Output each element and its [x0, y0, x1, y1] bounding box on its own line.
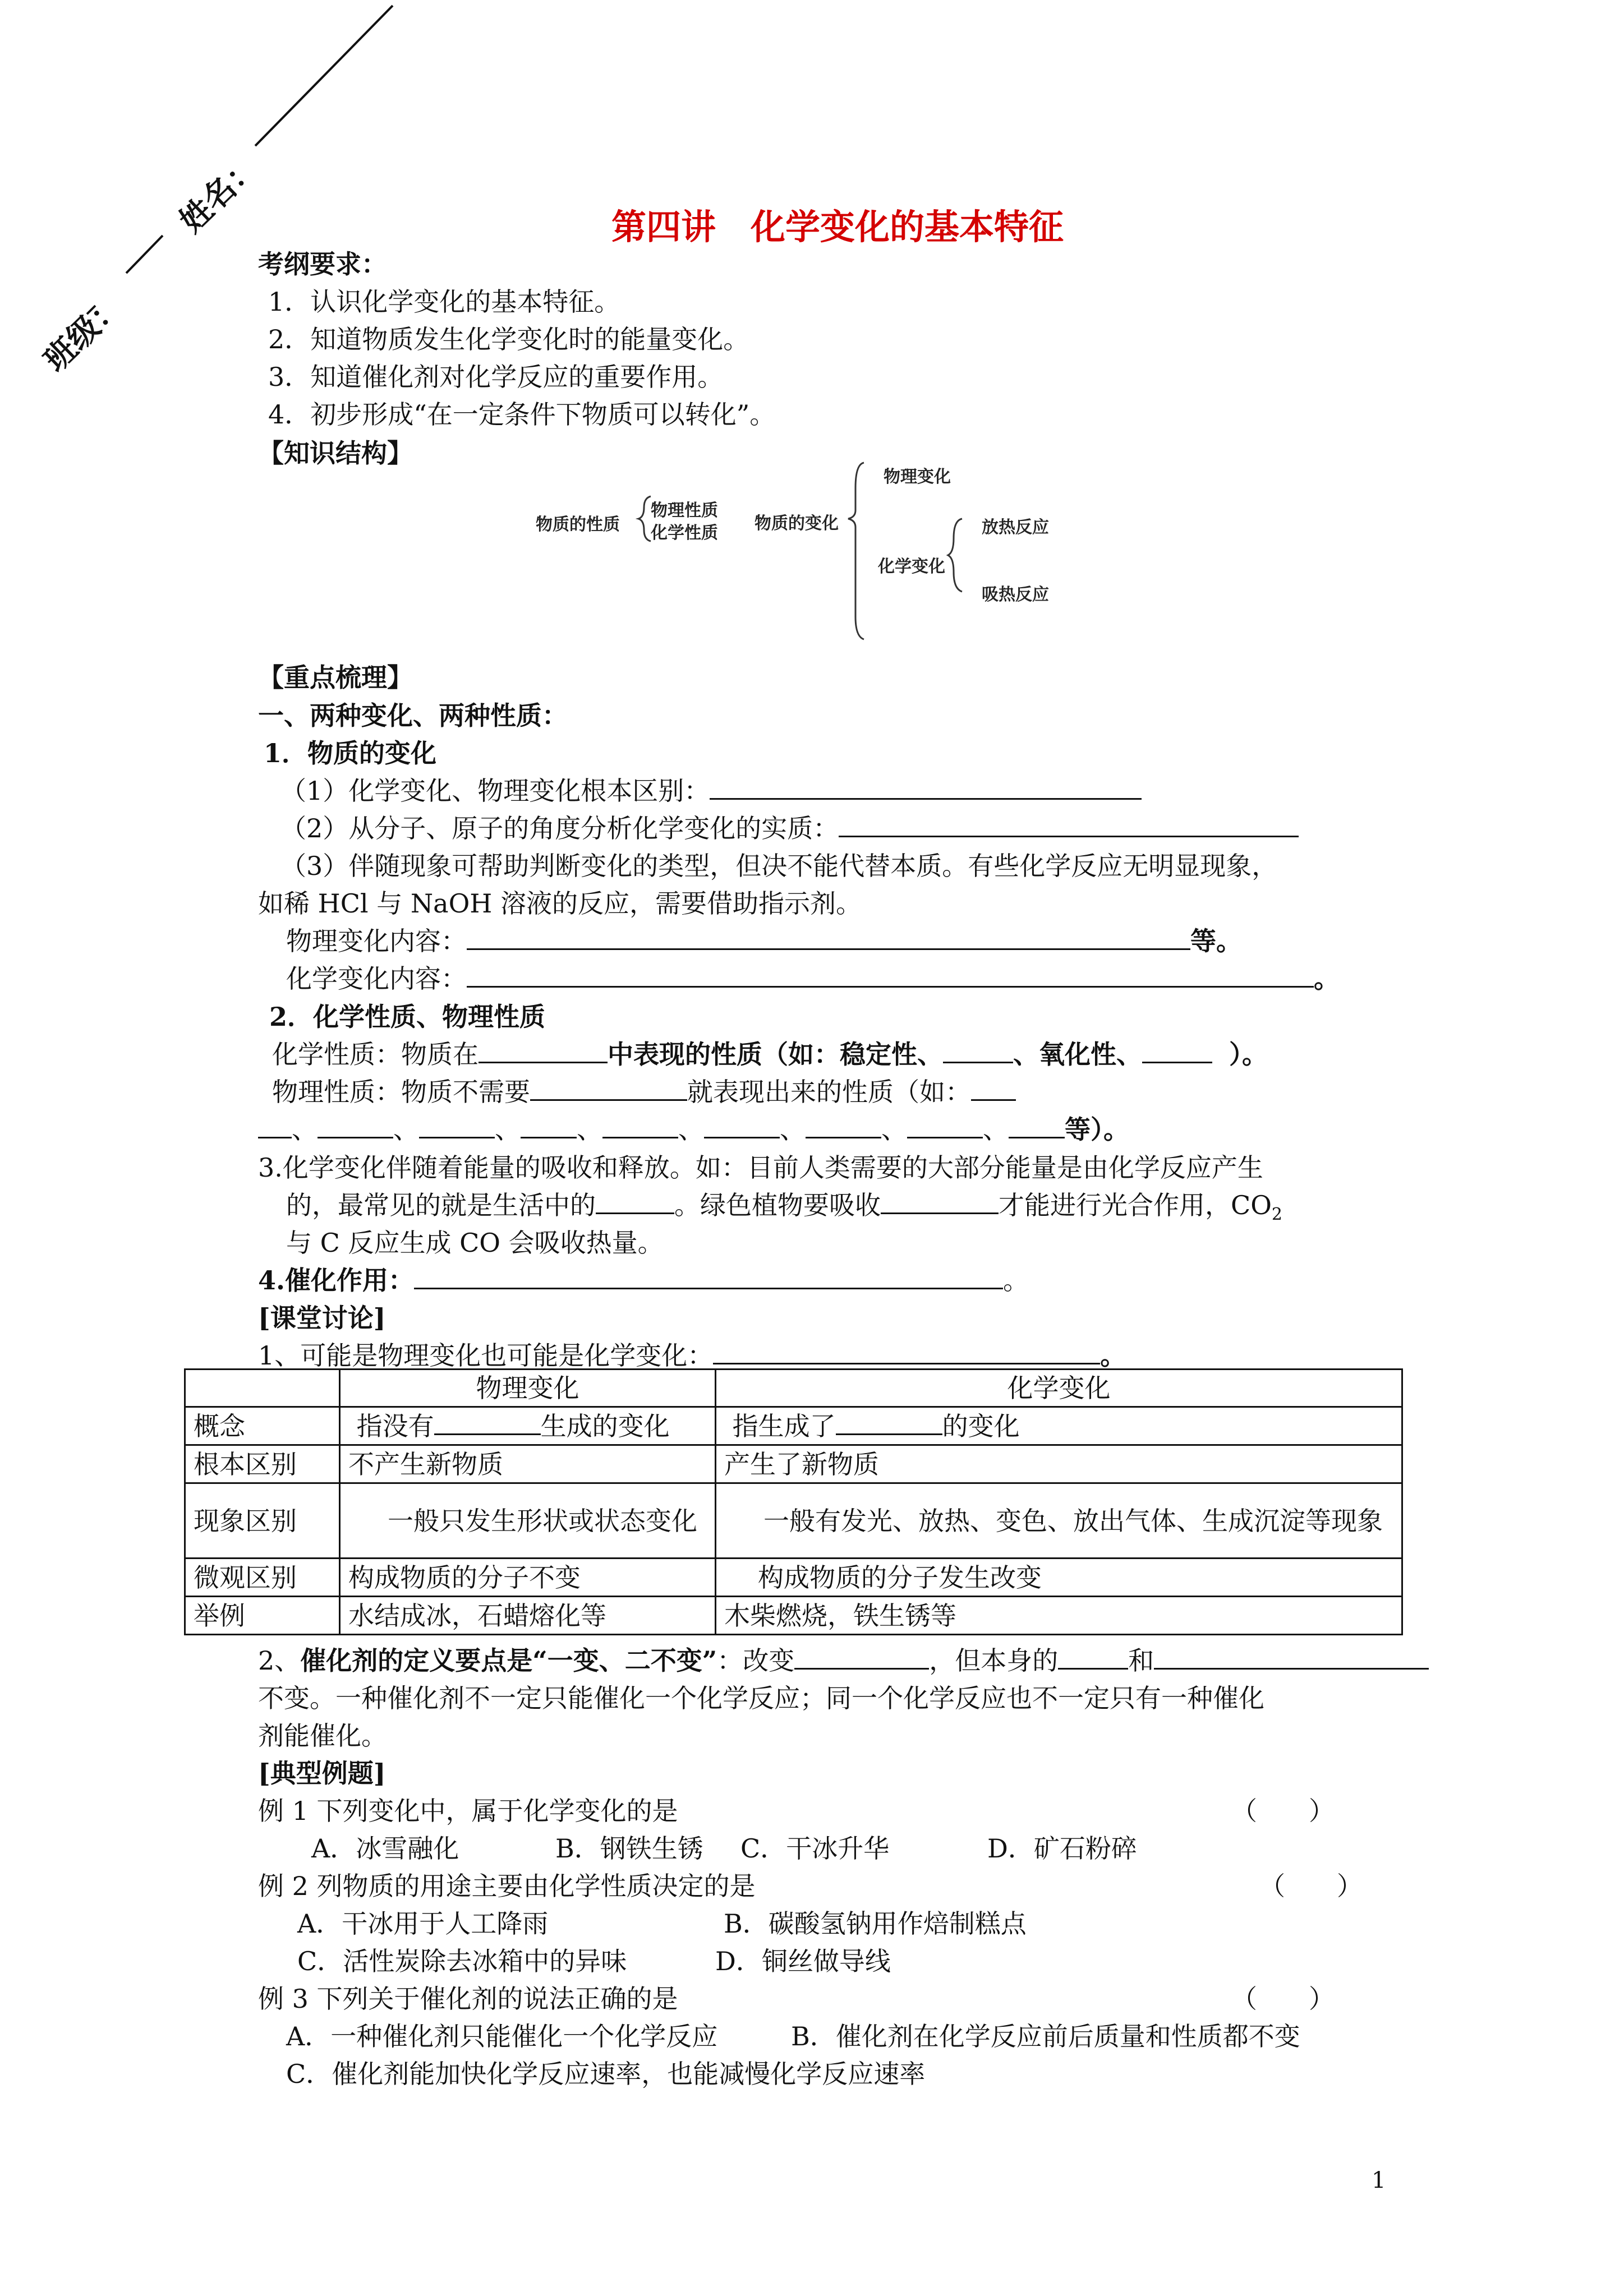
blank-pp-7[interactable] — [602, 1112, 678, 1138]
example-1-option-b[interactable]: B．钢铁生锈 — [555, 1833, 703, 1864]
diagram-properties: 物质的性质 — [536, 515, 620, 534]
diagram-exothermic: 放热反应 — [982, 518, 1049, 537]
table-cell: 产生了新物质 — [716, 1445, 1402, 1483]
requirement-item: 3．知道催化剂对化学反应的重要作用。 — [268, 362, 724, 392]
example-3-option-b[interactable]: B．催化剂在化学反应前后质量和性质都不变 — [791, 2021, 1300, 2051]
discussion-q2-line3: 剂能催化。 — [258, 1721, 387, 1751]
table-row — [185, 1445, 1402, 1483]
diagram-endothermic: 吸热反应 — [982, 585, 1049, 605]
blank-cp-2[interactable] — [943, 1037, 1013, 1063]
blank-cp-1[interactable] — [479, 1037, 608, 1063]
table-cell-label: 举例 — [185, 1597, 340, 1635]
physical-property-line: 物理性质：物质不需要 就表现出来的性质（如： — [272, 1073, 1016, 1110]
example-3-answer-bracket[interactable]: （ ） — [1231, 1984, 1335, 2014]
table-cell: 木柴燃烧，铁生锈等 — [716, 1597, 1402, 1635]
key-points-heading: 【重点梳理】 — [258, 662, 413, 693]
blank-catalyst-unchanged-2[interactable] — [1154, 1643, 1429, 1670]
sub1-heading: 1．物质的变化 — [264, 738, 437, 768]
blank-physical-content[interactable] — [467, 924, 1190, 950]
energy-line-3: 与 C 反应生成 CO 会吸收热量。 — [286, 1228, 664, 1258]
line-3a: （3）伴随现象可帮助判断变化的类型，但决不能代替本质。有些化学反应无明显现象， — [280, 851, 1278, 881]
diagram-chemical-property: 化学性质 — [651, 523, 718, 543]
discussion-q2-line2: 不变。一种催化剂不一定只能催化一个化学反应；同一个化学反应也不一定只有一种催化 — [258, 1683, 1264, 1713]
discussion-heading: [课堂讨论] — [258, 1303, 386, 1333]
blank-pp-10[interactable] — [907, 1112, 983, 1138]
blank-pp-3[interactable] — [258, 1112, 292, 1138]
blank-pp-6[interactable] — [521, 1112, 577, 1138]
table-row — [185, 1597, 1402, 1635]
section1-heading: 一、两种变化、两种性质： — [258, 700, 568, 731]
example-1-answer-bracket[interactable]: （ ） — [1231, 1796, 1335, 1826]
blank-q1[interactable] — [713, 1338, 1100, 1364]
table-cell: 指没有 生成的变化 — [340, 1407, 716, 1445]
blank-pp-2[interactable] — [971, 1075, 1016, 1101]
example-1-option-a[interactable]: A．冰雪融化 — [311, 1833, 459, 1864]
blank-fundamental-difference[interactable] — [710, 773, 1142, 800]
table-cell-label: 根本区别 — [185, 1445, 340, 1483]
blank-catalyst-unchanged-1[interactable] — [1058, 1643, 1128, 1670]
blank-pp-5[interactable] — [419, 1112, 495, 1138]
blank-pp-11[interactable] — [1009, 1112, 1065, 1138]
table-cell: 指生成了 的变化 — [716, 1407, 1402, 1445]
structure-heading: 【知识结构】 — [258, 438, 413, 468]
diagram-brackets — [617, 454, 1010, 645]
diagram-physical-property: 物理性质 — [651, 501, 718, 520]
sub2-heading: 2．化学性质、物理性质 — [269, 1002, 546, 1032]
diagram-physical-change: 物理变化 — [884, 467, 951, 487]
catalysis-line: 4.催化作用： 。 — [258, 1262, 1029, 1299]
blank-energy-2[interactable] — [881, 1188, 999, 1214]
example-2-option-b[interactable]: B．碳酸氢钠用作焙制糕点 — [724, 1908, 1027, 1939]
energy-line-2: 的，最常见的就是生活中的 。绿色植物要吸收 才能进行光合作用，$CO_2$ — [286, 1187, 1282, 1233]
line-2: （2）从分子、原子的角度分析化学变化的实质： — [280, 810, 1299, 847]
table-cell-label: 现象区别 — [185, 1483, 340, 1559]
page-title: 第四讲 化学变化的基本特征 — [611, 206, 1064, 247]
example-3-option-c[interactable]: C．催化剂能加快化学反应速率，也能减慢化学反应速率 — [286, 2059, 926, 2089]
table-header-empty — [185, 1370, 340, 1407]
table-cell: 不产生新物质 — [340, 1445, 716, 1483]
example-2-option-d[interactable]: D．铜丝做导线 — [715, 1946, 891, 1976]
table-cell: 构成物质的分子发生改变 — [716, 1559, 1402, 1597]
comparison-table — [184, 1368, 1403, 1635]
examples-heading: [典型例题] — [258, 1758, 386, 1788]
blank-pp-8[interactable] — [704, 1112, 780, 1138]
example-1-option-d[interactable]: D．矿石粉碎 — [987, 1833, 1137, 1864]
name-label: 姓名： — [172, 147, 266, 240]
blank-pp-1[interactable] — [530, 1075, 687, 1101]
blank-essence[interactable] — [839, 811, 1299, 837]
diagram-chemical-change: 化学变化 — [878, 557, 945, 577]
example-3-question: 例 3 下列关于催化剂的说法正确的是 — [258, 1984, 678, 2014]
blank-catalysis[interactable] — [414, 1263, 1003, 1289]
blank-concept-chemical[interactable] — [836, 1411, 942, 1435]
table-cell: 构成物质的分子不变 — [340, 1559, 716, 1597]
blank-cp-3[interactable] — [1142, 1037, 1212, 1063]
table-row — [185, 1407, 1402, 1445]
table-row — [185, 1559, 1402, 1597]
example-2-option-a[interactable]: A．干冰用于人工降雨 — [297, 1908, 549, 1939]
example-2-question: 例 2 列物质的用途主要由化学性质决定的是 — [258, 1871, 756, 1901]
table-cell-label: 微观区别 — [185, 1559, 340, 1597]
chemical-property-line: 化学性质：物质在 中表现的性质（如：稳定性、 、氧化性、 ）。 — [272, 1036, 1268, 1073]
table-cell: 一般只发生形状或状态变化 — [340, 1483, 716, 1559]
example-1-option-c[interactable]: C．干冰升华 — [740, 1833, 890, 1864]
physical-property-examples: 、 、 、 、 、 、 、 、 等）。 — [258, 1111, 1129, 1148]
blank-catalyst-changes[interactable] — [794, 1643, 929, 1670]
line-1: （1）化学变化、物理变化根本区别： — [280, 772, 1142, 809]
page-number: 1 — [1372, 2168, 1386, 2193]
physical-content-line: 物理变化内容： 等。 — [286, 923, 1242, 960]
table-header-physical: 物理变化 — [340, 1370, 716, 1407]
example-2-option-c[interactable]: C．活性炭除去冰箱中的异味 — [297, 1946, 627, 1976]
requirement-item: 1．认识化学变化的基本特征。 — [268, 287, 620, 317]
example-3-option-a[interactable]: A．一种催化剂只能催化一个化学反应 — [286, 2021, 718, 2051]
blank-pp-4[interactable] — [318, 1112, 393, 1138]
blank-energy-1[interactable] — [596, 1188, 674, 1214]
discussion-q1: 1、可能是物理变化也可能是化学变化： 。 — [258, 1337, 1126, 1374]
table-row — [185, 1370, 1402, 1407]
example-2-answer-bracket[interactable]: （ ） — [1259, 1871, 1363, 1901]
requirements-heading: 考纲要求： — [258, 249, 387, 279]
class-label: 班级： — [36, 287, 131, 379]
discussion-q2: 2、催化剂的定义要点是“一变、二不变”：改变 ，但本身的 和 — [258, 1642, 1429, 1679]
line-3b: 如稀 HCl 与 NaOH 溶液的反应，需要借助指示剂。 — [258, 888, 862, 919]
table-row — [185, 1483, 1402, 1559]
blank-concept-physical[interactable] — [434, 1411, 541, 1435]
table-cell: 水结成冰，石蜡熔化等 — [340, 1597, 716, 1635]
blank-pp-9[interactable] — [806, 1112, 881, 1138]
chemical-content-line: 化学变化内容： 。 — [286, 960, 1340, 997]
table-header-chemical: 化学变化 — [716, 1370, 1402, 1407]
blank-chemical-content[interactable] — [467, 961, 1314, 988]
requirement-item: 2．知道物质发生化学变化时的能量变化。 — [268, 324, 749, 354]
requirement-item: 4．初步形成“在一定条件下物质可以转化”。 — [268, 399, 776, 430]
diagram-changes: 物质的变化 — [755, 514, 839, 533]
table-cell-label: 概念 — [185, 1407, 340, 1445]
example-1-question: 例 1 下列变化中，属于化学变化的是 — [258, 1796, 678, 1826]
table-cell: 一般有发光、放热、变色、放出气体、生成沉淀等现象 — [716, 1483, 1402, 1559]
energy-line-1: 3.化学变化伴随着能量的吸收和释放。如：目前人类需要的大部分能量是由化学反应产生 — [258, 1152, 1263, 1183]
